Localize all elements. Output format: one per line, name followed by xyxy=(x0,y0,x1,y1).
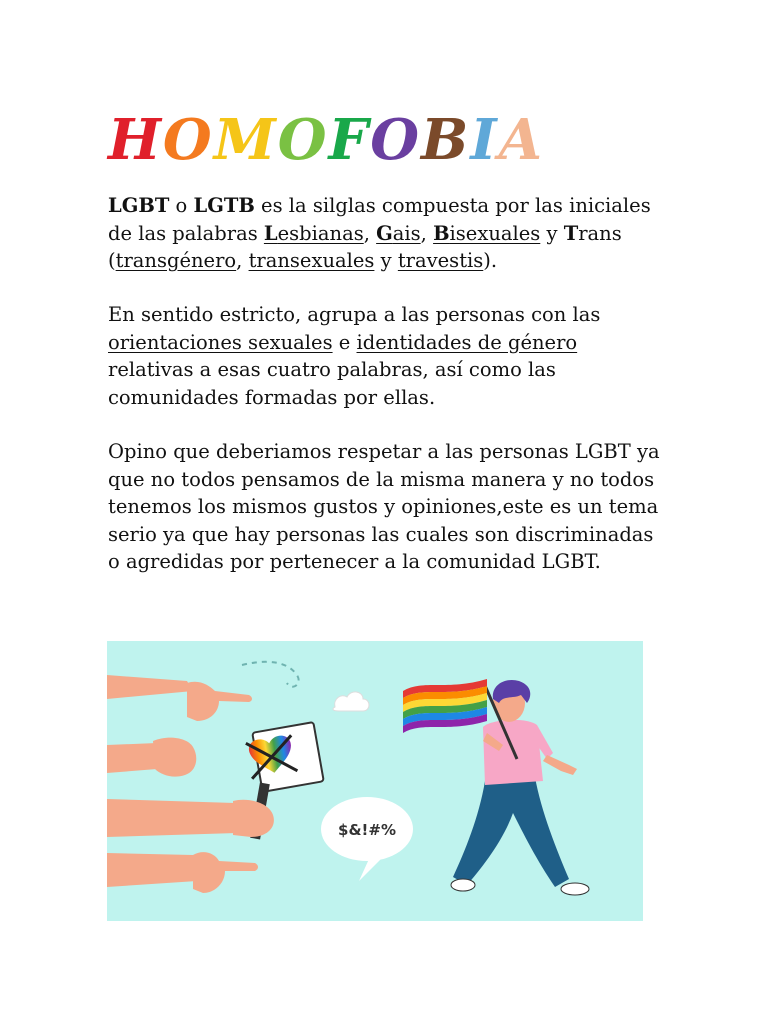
term-lgbt: LGBT xyxy=(108,194,170,217)
word-gais: Gais xyxy=(376,221,421,245)
hand-holding-sign xyxy=(107,799,274,837)
title-letter: M xyxy=(213,107,278,173)
title-letter: I xyxy=(470,107,499,173)
word-transexuales: transexuales xyxy=(248,249,375,272)
paragraph-sentido-estricto: En sentido estricto, agrupa a las personas con las orientaciones sexuales e identidades de género relativas a esas cuatro palabras, así como las comunidades formadas por ellas. xyxy=(108,303,601,409)
paragraph-lgbt-definition: LGBT o LGTB es la silglas compuesta por las iniciales de las palabras Lesbianas, Gais, Bisexuales y Trans (transgénero, transexuales y travestis). xyxy=(108,194,651,272)
word-lesbianas: Lesbianas xyxy=(263,221,364,245)
title-letter: O xyxy=(277,107,329,173)
title-letter: B xyxy=(421,107,471,173)
word-travestis: travestis xyxy=(397,249,484,272)
word-bisexuales: Bisexuales xyxy=(433,221,541,245)
speech-bubble-text: $&!#% xyxy=(338,821,396,839)
word-transgenero: transgénero xyxy=(115,249,237,272)
term-lgtb: LGTB xyxy=(193,194,255,217)
paragraph-opinion: Opino que deberiamos respetar a las personas LGBT ya que no todos pensamos de la misma manera y no todos tenemos los mismos gustos y opiniones,este es un tema serio ya que hay personas las cuales son discriminadas o agredidas por pertenecer a la comunidad LGBT. xyxy=(108,440,660,573)
word-identidades-de-genero: identidades de género xyxy=(356,330,578,354)
title-letter: O xyxy=(370,107,422,173)
title-letter: A xyxy=(498,107,545,173)
word-orientaciones-sexuales: orientaciones sexuales xyxy=(108,330,333,354)
title-letter: O xyxy=(162,107,214,173)
illustration xyxy=(107,641,643,921)
title-letter: H xyxy=(108,107,163,173)
page-title xyxy=(108,108,544,172)
title-letter: F xyxy=(328,107,371,173)
